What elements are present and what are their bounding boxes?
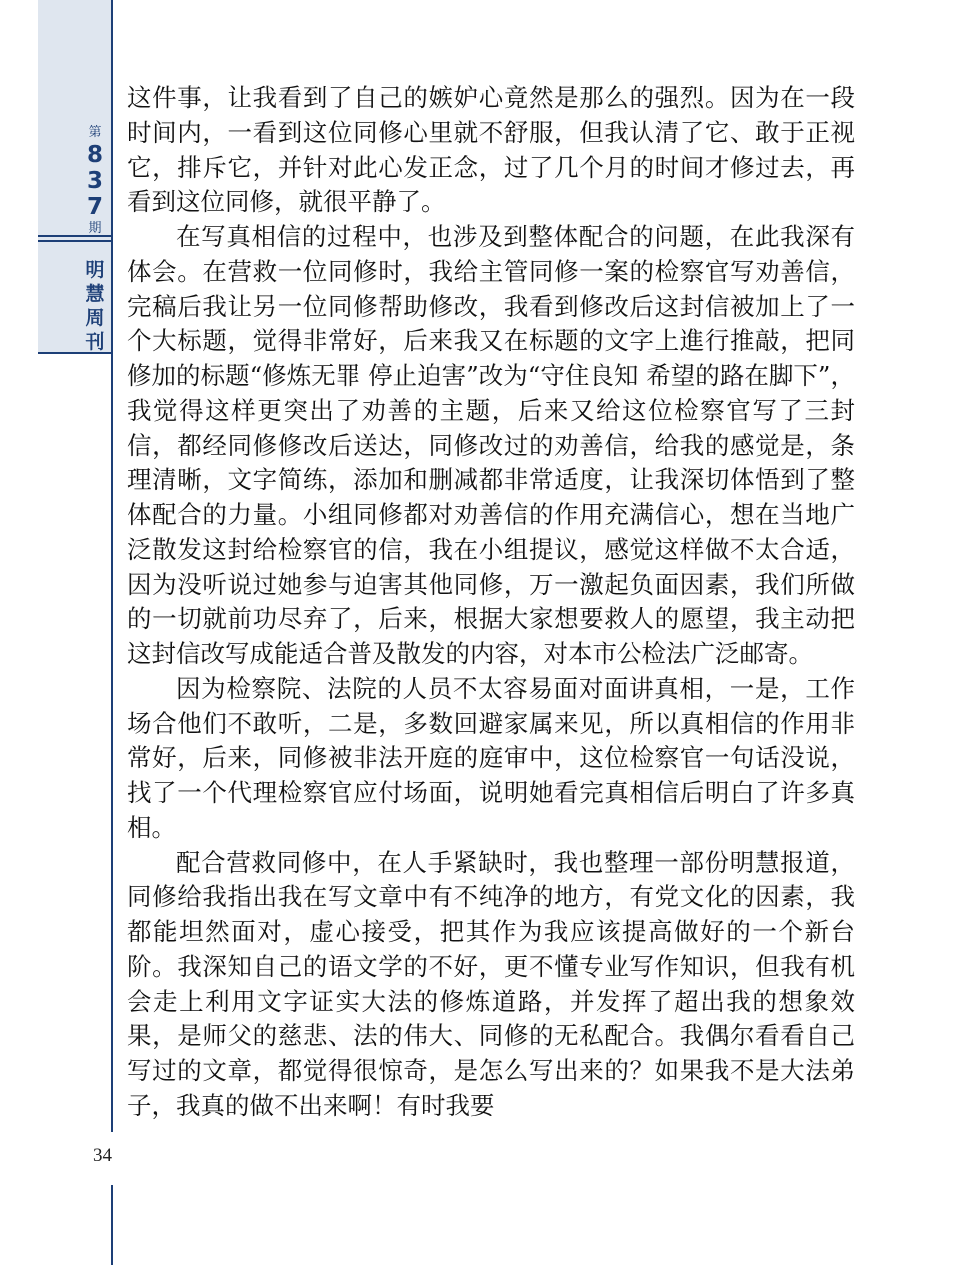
publication-name [80, 258, 110, 354]
issue-digit: 7 [86, 194, 103, 220]
publication-char: 明 [85, 259, 105, 281]
publication-char: 慧 [85, 283, 105, 305]
issue-digit: 8 [86, 142, 103, 168]
paragraph: 这件事，让我看到了自己的嫉妒心竟然是那么的强烈。因为在一段时间内，一看到这位同修心里就不舒服，但我认清了它、敢于正视它，排斥它，并针对此心发正念，过了几个月的时间才修过去，再看到这位同修，就很平静了。 [127, 83, 855, 217]
paragraph: 在写真相信的过程中，也涉及到整体配合的问题，在此我深有体会。在营救一位同修时，我给主管同修一案的检察官写劝善信，完稿后我让另一位同修帮助修改，我看到修改后这封信被加上了一个大标题，觉得非常好，后来我又在标题的文字上進行推敲，把同修加的标题“修炼无罪 停止迫害”改为“守住良知 希望的路在脚下”，我觉得这样更突出了劝善的主题，后来又给这位检察官写了三封信，都经同修修改后送达，同修改过的劝善信，给我的感觉是，条理清晰，文字简练，添加和删减都非常适度，让我深切体悟到了整体配合的力量。小组同修都对劝善信的作用充满信心，想在当地广泛散发这封给检察官的信，我在小组提议，感觉这样做不太合适，因为没听说过她参与迫害其他同修，万一激起负面因素，我们所做的一切就前功尽弃了，后来，根据大家想要救人的愿望，我主动把这封信改写成能适合普及散发的内容，对本市公检法广泛邮寄。 [127, 222, 855, 668]
publication-char: 刊 [85, 331, 105, 353]
issue-prefix: 第 [88, 125, 102, 140]
issue-digit: 3 [86, 168, 103, 194]
page-number: 34 [93, 1145, 112, 1166]
margin-rule [111, 0, 113, 1132]
paragraph: 因为检察院、法院的人员不太容易面对面讲真相，一是，工作场合他们不敢听，二是，多数回避家属来见，所以真相信的作用非常好，后来，同修被非法开庭的庭审中，这位检察官一句话没说，找了一个代理检察官应付场面，说明她看完真相信后明白了许多真相。 [127, 673, 855, 842]
issue-label [80, 124, 110, 238]
paragraph: 配合营救同修中，在人手紧缺时，我也整理一部份明慧报道，同修给我指出我在写文章中有不纯净的地方，有党文化的因素，我都能坦然面对，虚心接受，把其作为我应该提高做好的一个新台阶。我深知自己的语文学的不好，更不懂专业写作知识，但我有机会走上利用文字证实大法的修炼道路，并发挥了超出我的想象效果，是师父的慈悲、法的伟大、同修的无私配合。我偶尔看看自己写过的文章，都觉得很惊奇，是怎么写出来的？如果我不是大法弟子，我真的做不出来啊！有时我要 [127, 847, 855, 1120]
margin-rule [111, 1185, 113, 1265]
publication-char: 周 [85, 307, 105, 329]
article-body [127, 81, 855, 1124]
issue-suffix: 期 [88, 221, 102, 236]
sidebar-divider [38, 240, 111, 242]
